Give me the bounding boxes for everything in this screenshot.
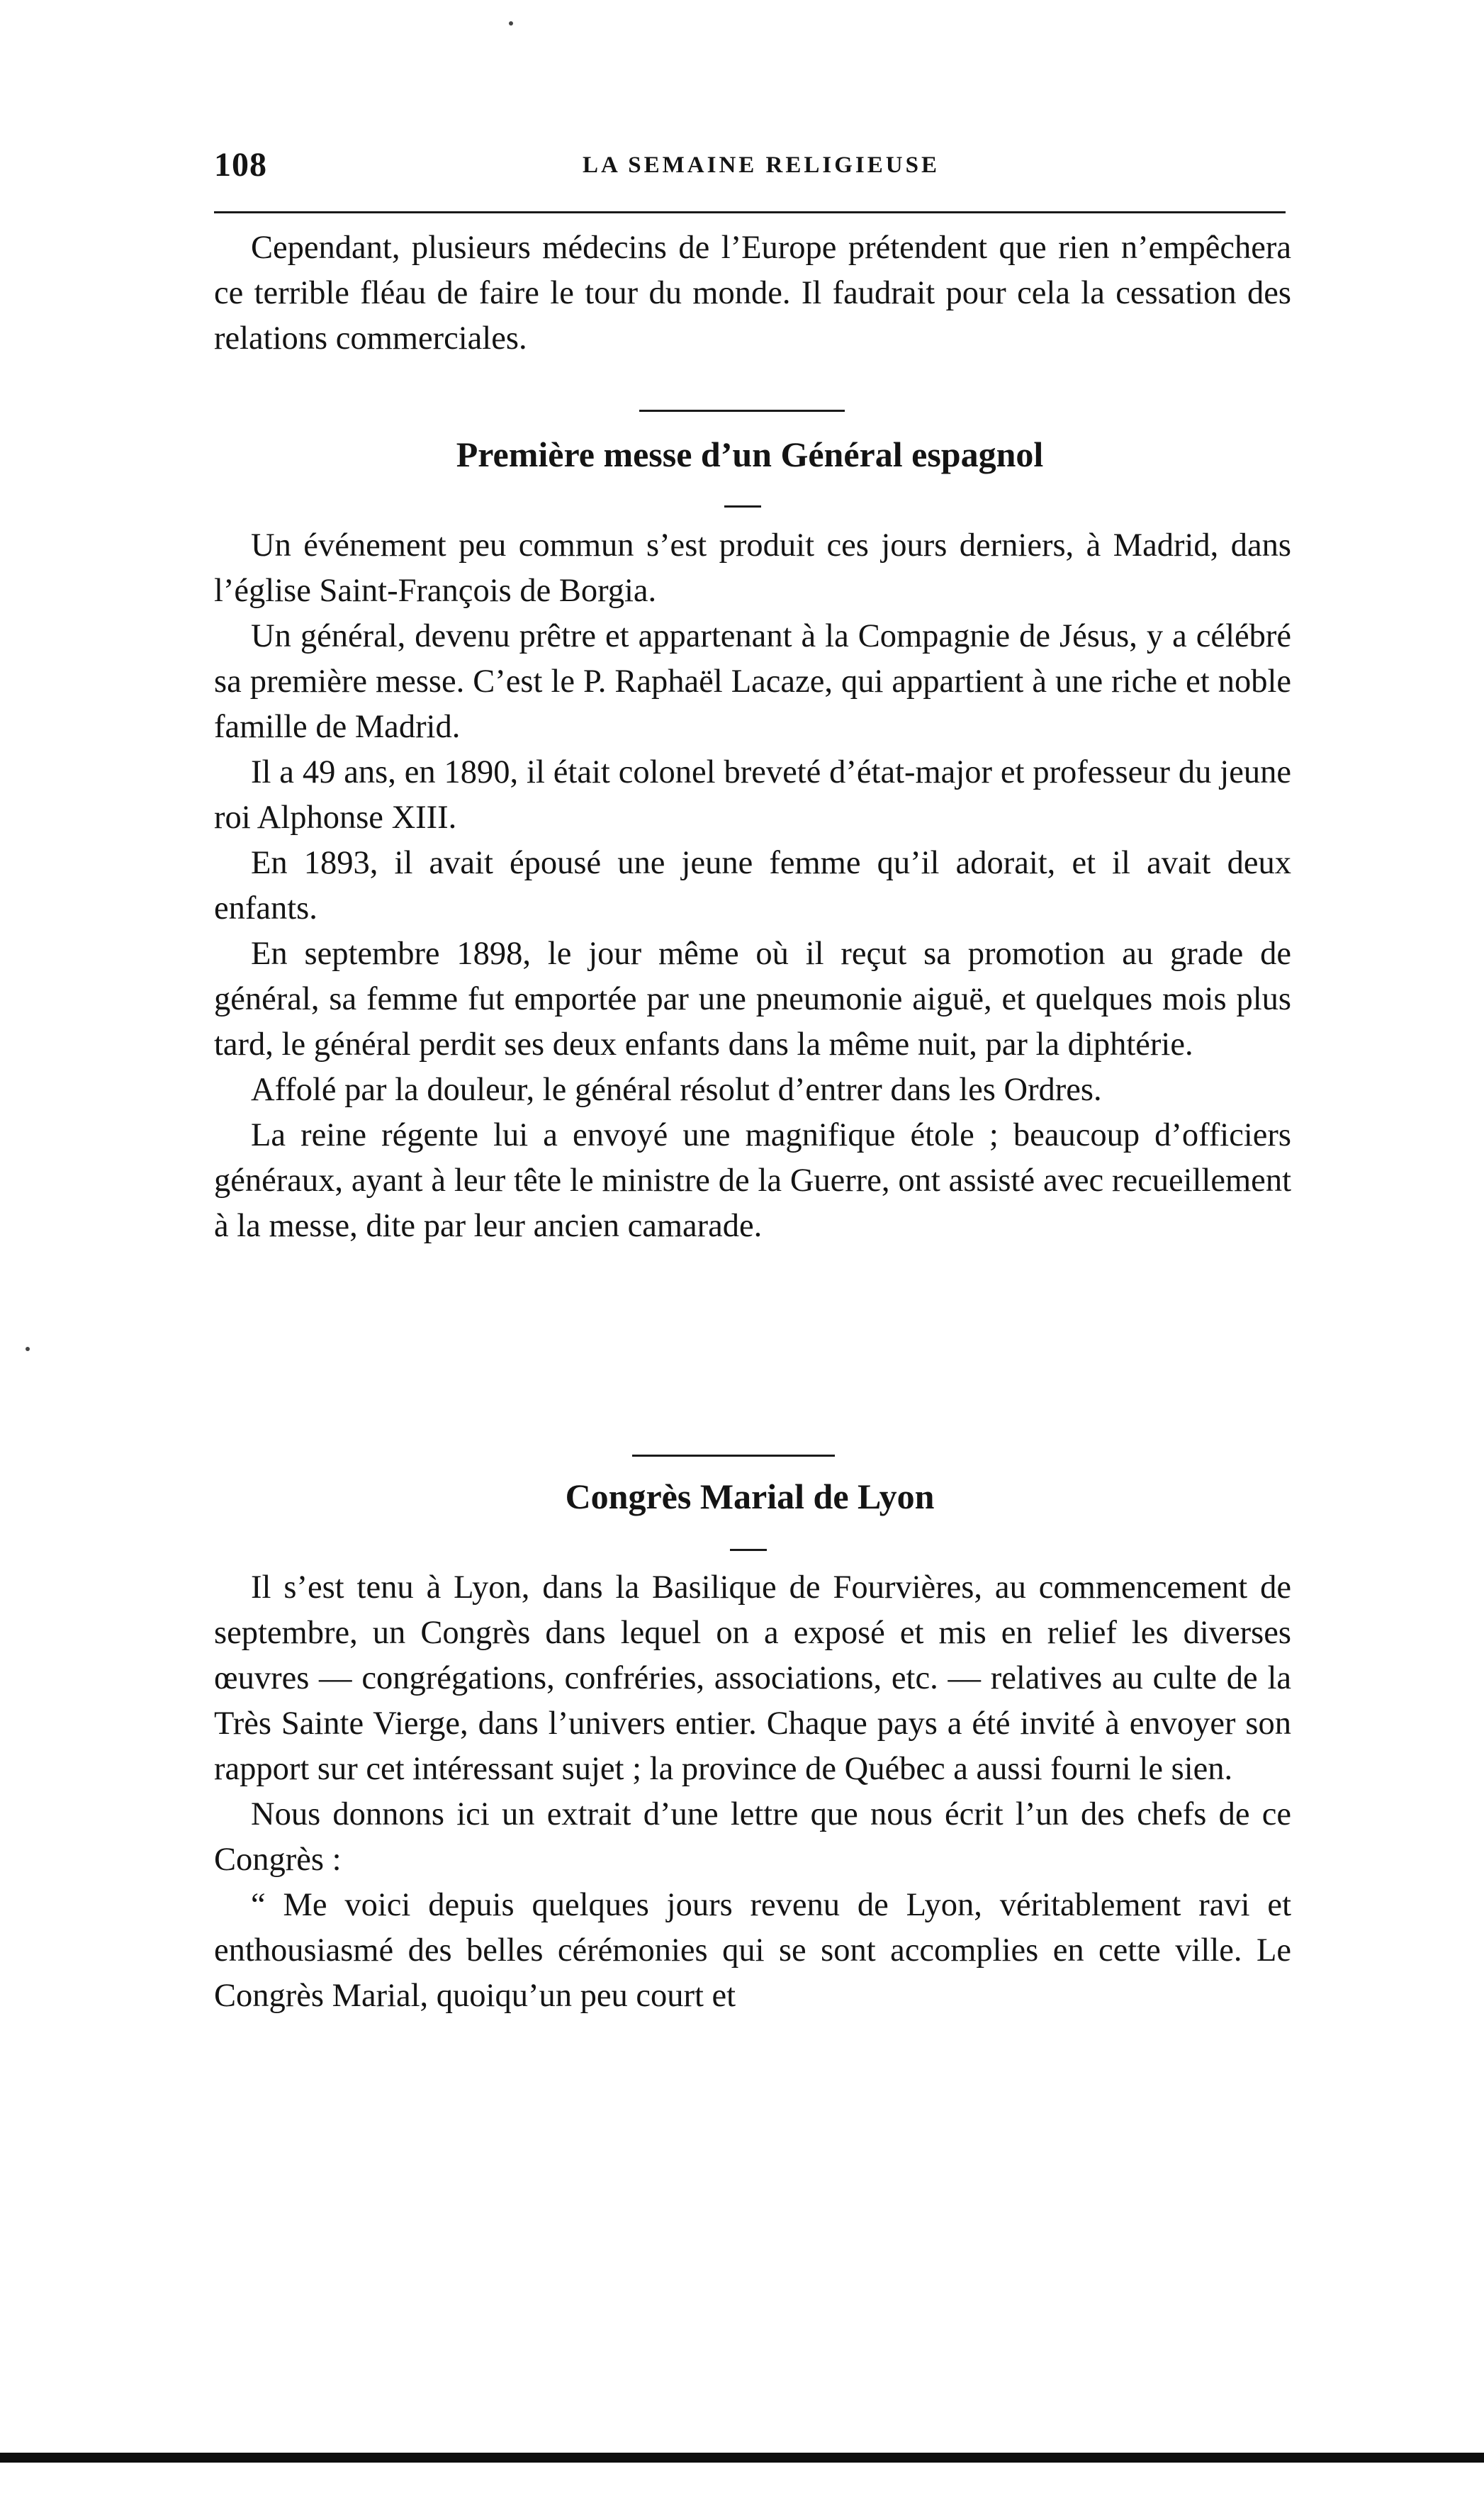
section1-paragraph: Un événement peu commun s’est produit ces jours derniers, à Madrid, dans l’église Saint-François de Borgia. xyxy=(214,527,1291,609)
page-number: 108 xyxy=(214,146,267,184)
journal-title: LA SEMAINE RELIGIEUSE xyxy=(583,152,940,178)
section1-title: Première messe d’un Général espagnol xyxy=(456,435,1044,474)
section1-paragraph: Un général, devenu prêtre et appartenant à la Compagnie de Jésus, y a célébré sa première messe. C’est le P. Raphaël Lacaze, qui appartient à une riche et noble famille de Madrid. xyxy=(214,618,1291,745)
header-rule xyxy=(214,211,1286,213)
scan-speck xyxy=(26,1347,30,1351)
section1-paragraph: La reine régente lui a envoyé une magnifique étole ; beaucoup d’officiers généraux, ayant à leur tête le ministre de la Guerre, ont assisté avec recueillement à la messe, dite par leur ancien camarade. xyxy=(214,1117,1291,1244)
section1-paragraph: Affolé par la douleur, le général résolut d’entrer dans les Ordres. xyxy=(251,1072,1102,1108)
scan-edge-bar xyxy=(0,2453,1484,2463)
section-separator xyxy=(632,1455,835,1457)
title-dash xyxy=(730,1549,767,1551)
intro-block xyxy=(214,225,1291,362)
intro-paragraph: Cependant, plusieurs médecins de l’Europe prétendent que rien n’empêchera ce terrible fléau de faire le tour du monde. Il faudrait pour cela la cessation des relations commerciales. xyxy=(214,230,1291,357)
section1-paragraph: Il a 49 ans, en 1890, il était colonel breveté d’état-major et professeur du jeune roi Alphonse XIII. xyxy=(214,754,1291,836)
section2-paragraph: Nous donnons ici un extrait d’une lettre que nous écrit l’un des chefs de ce Congrès : xyxy=(214,1796,1291,1878)
section2-paragraph: Il s’est tenu à Lyon, dans la Basilique de Fourvières, au commencement de septembre, un Congrès dans lequel on a exposé et mis en relief les diverses œuvres — congrégations, confréries, associations, etc. — relatives au culte de la Très Sainte Vierge, dans l’univers entier. Chaque pays a été invité à envoyer son rapport sur cet intéressant sujet ; la province de Québec a aussi fourni le sien. xyxy=(214,1569,1291,1787)
section2-title: Congrès Marial de Lyon xyxy=(565,1477,935,1516)
scan-speck xyxy=(509,21,513,26)
section-separator xyxy=(639,410,845,412)
section1-paragraph: En 1893, il avait épousé une jeune femme qu’il adorait, et il avait deux enfants. xyxy=(214,845,1291,926)
section1-paragraph: En septembre 1898, le jour même où il reçut sa promotion au grade de général, sa femme fut emportée par une pneumonie aiguë, et quelques mois plus tard, le général perdit ses deux enfants dans la même nuit, par la diphtérie. xyxy=(214,936,1291,1063)
section2-body xyxy=(214,1565,1291,2019)
running-head xyxy=(214,145,1286,195)
section2-paragraph: “ Me voici depuis quelques jours revenu de Lyon, véritablement ravi et enthousiasmé des belles cérémonies qui se sont accomplies en cette ville. Le Congrès Marial, quoiqu’un peu court et xyxy=(214,1887,1291,2014)
title-dash xyxy=(724,505,761,508)
section1-body xyxy=(214,523,1291,1249)
